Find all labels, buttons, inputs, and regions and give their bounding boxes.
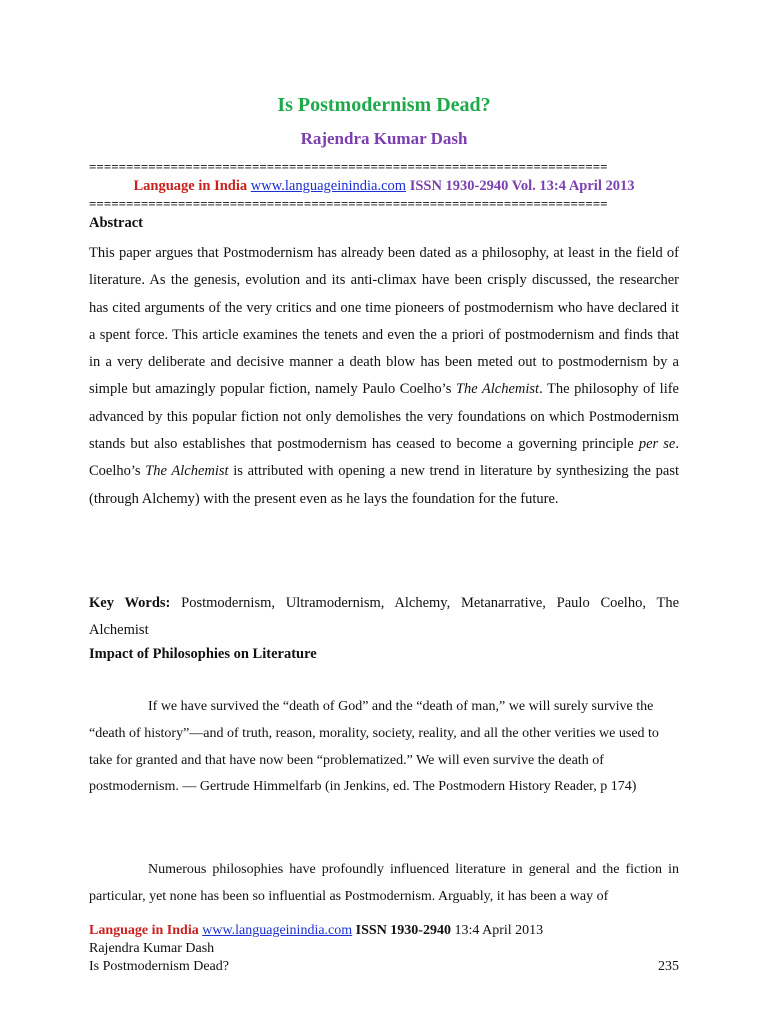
journal-header	[0, 176, 768, 196]
footer-journal-line	[89, 922, 679, 940]
abstract-text-3: . Coelho’s	[89, 436, 679, 480]
footer-title: Is Postmodernism Dead?	[89, 959, 229, 974]
journal-url-link[interactable]: www.languageinindia.com	[250, 178, 407, 194]
footer-journal-name: Language in India	[89, 923, 199, 938]
section-heading: Impact of Philosophies on Literature	[89, 646, 317, 662]
paper-author: Rajendra Kumar Dash	[300, 129, 468, 148]
footer-author-line: Rajendra Kumar Dash	[89, 941, 215, 956]
body-paragraph-text: Numerous philosophies have profoundly influenced literature in general and the fiction in particular, yet none has been so influential as Postmodernism. Arguably, it has been a way of	[89, 862, 679, 904]
footer-issn: ISSN 1930-2940	[355, 923, 451, 938]
footer-url-link[interactable]: www.languageinindia.com	[202, 923, 353, 938]
epigraph-quote	[89, 694, 679, 801]
keywords-label: Key Words:	[89, 595, 171, 611]
abstract-text-4: is attributed with opening a new trend in literature by synthesizing the past (through Alchemy) with the present even as he lays the foundation for the future.	[89, 463, 680, 507]
separator-rule-top: ======================================================================	[89, 160, 608, 174]
abstract-italic-per-se: per se	[638, 436, 676, 453]
page-number: 235	[658, 959, 679, 974]
separator-rule-bottom: ======================================================================	[89, 197, 608, 211]
abstract-italic-title-2: The Alchemist	[145, 463, 229, 480]
keywords-list: Postmodernism, Ultramodernism, Alchemy, Metanarrative, Paulo Coelho, The Alchemist	[89, 595, 680, 639]
abstract-text-2: . The philosophy of life advanced by this popular fiction not only demolishes the very foundations on which Postmodernism stands but also establishes that postmodernism has ceased to become a governing principle	[89, 381, 679, 453]
body-paragraph	[89, 857, 679, 911]
footer-issue: 13:4 April 2013	[450, 923, 544, 938]
paper-title: Is Postmodernism Dead?	[277, 94, 491, 116]
abstract-text-1: This paper argues that Postmodernism has already been dated as a philosophy, at least in the field of literature. As the genesis, evolution and its anti-climax have been crisply discussed, the researcher has cited arguments of the very critics and one time pioneers of postmodernism who have declared it a spent force. This article examines the tenets and even the a priori of postmodernism and finds that in a very deliberate and decisive manner a death blow has been meted out to postmodernism by a simple but amazingly popular fiction, namely Paulo Coelho’s	[89, 245, 679, 398]
abstract-heading: Abstract	[89, 215, 143, 231]
page-footer	[89, 922, 679, 976]
epigraph-text: If we have survived the “death of God” and the “death of man,” we will surely survive the “death of history”—and of truth, reason, morality, society, reality, and all the other verities we used to take for granted and that have now been “problematized.” We will even survive the death of postmodernism. — Gertrude Himmelfarb (in Jenkins, ed. The Postmodern History Reader, p 174)	[89, 699, 659, 795]
footer-title-line	[89, 958, 679, 976]
abstract-italic-title-1: The Alchemist	[455, 381, 540, 398]
journal-name: Language in India	[133, 178, 248, 194]
abstract-body	[89, 240, 679, 513]
keywords-paragraph	[89, 590, 679, 645]
journal-issn-volume: ISSN 1930-2940 Vol. 13:4 April 2013	[409, 178, 635, 194]
